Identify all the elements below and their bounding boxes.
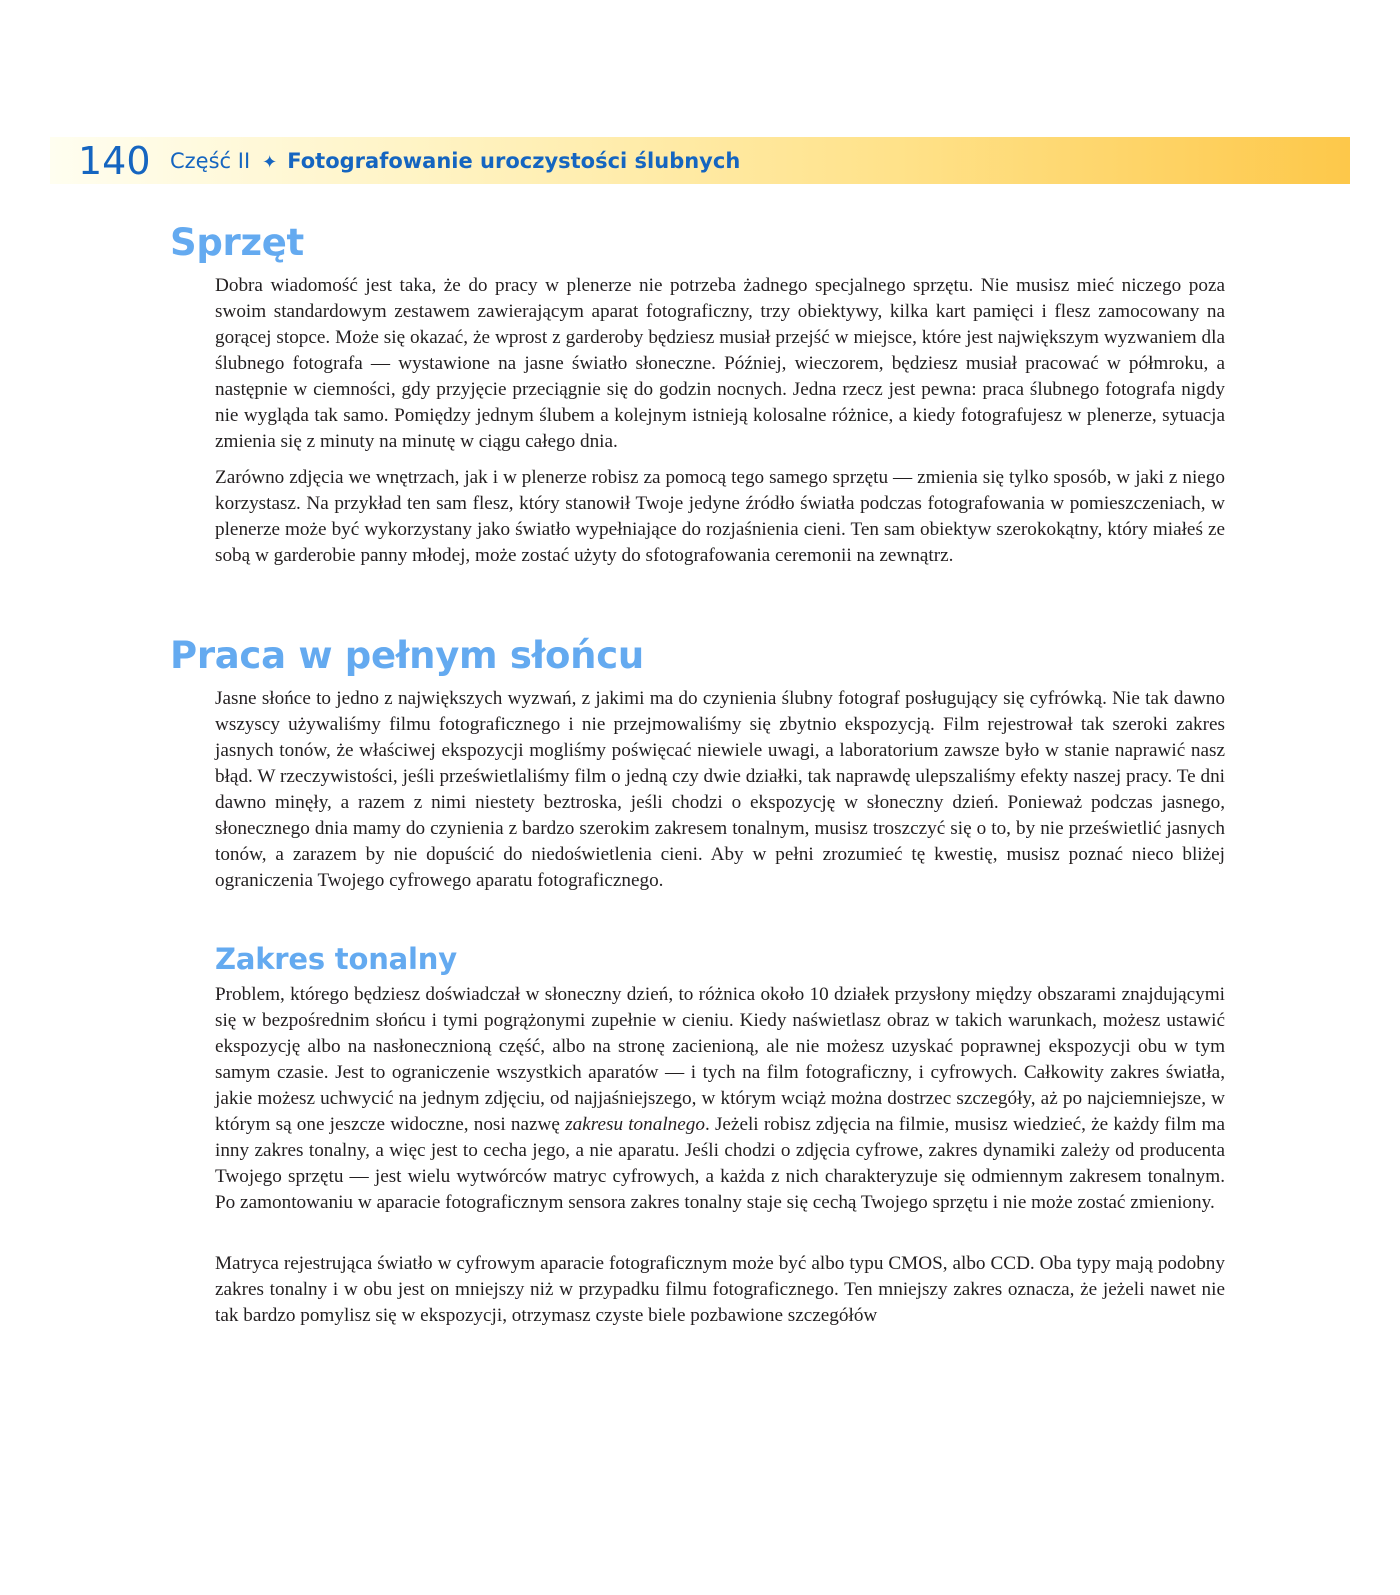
subsection-heading-zakres-tonalny: Zakres tonalny xyxy=(215,942,457,976)
paragraph: Jasne słońce to jedno z największych wyzwań, z jakimi ma do czynienia ślubny fotograf posługujący się cyfrówką. Nie tak dawno wszyscy używaliśmy filmu fotograficznego i nie przejmowaliśmy się zbytnio ekspozycją. Film rejestrował tak szeroki zakres jasnych tonów, że właściwej ekspozycji mogliśmy poświęcać niewiele uwagi, a laboratorium zawsze było w stanie naprawić nasz błąd. W rzeczywistości, jeśli prześwietlaliśmy film o jedną czy dwie działki, tak naprawdę ulepszaliśmy efekty naszej pracy. Te dni dawno minęły, a razem z nimi niestety beztroska, jeśli chodzi o ekspozycję w słoneczny dzień. Ponieważ podczas jasnego, słonecznego dnia mamy do czynienia z bardzo szerokim zakresem tonalnym, musisz troszczyć się o to, by nie prześwietlić jasnych tonów, a zarazem by nie dopuścić do niedoświetlenia cieni. Aby w pełni zrozumieć tę kwestię, musisz poznać nieco bliżej ograniczenia Twojego cyfrowego aparatu fotograficznego. xyxy=(215,688,1225,891)
paragraph: Dobra wiadomość jest taka, że do pracy w plenerze nie potrzeba żadnego specjalnego sprzętu. Nie musisz mieć niczego poza swoim standardowym zestawem zawierającym aparat fotograficzny, trzy obiektywy, kilka kart pamięci i flesz zamocowany na gorącej stopce. Może się okazać, że wprost z garderoby będziesz musiał przejść w miejsce, które jest największym wyzwaniem dla ślubnego fotografa — wystawione na jasne światło słoneczne. Później, wieczorem, będziesz musiał pracować w półmroku, a następnie w ciemności, gdy przyjęcie przeciągnie się do godzin nocnych. Jedna rzecz jest pewna: praca ślubnego fotografa nigdy nie wygląda tak samo. Pomiędzy jednym ślubem a kolejnym istnieją kolosalne różnice, a kiedy fotografujesz w plenerze, sytuacja zmienia się z minuty na minutę w ciągu całego dnia. xyxy=(215,275,1225,452)
paragraph-text: . Jeżeli robisz zdjęcia na filmie, musisz wiedzieć, że każdy film ma inny zakres tonalny, a więc jest to cecha jego, a nie aparatu. Jeśli chodzi o zdjęcia cyfrowe, zakres dynamiki zależy od producenta Twojego sprzętu — jest wielu wytwórców matryc cyfrowych, a każda z nich charakteryzuje się odmiennym zakresem tonalnym. Po zamontowaniu w aparacie fotograficznym sensora zakres tonalny staje się cechą Twojego sprzętu i nie może zostać zmieniony. xyxy=(215,1114,1225,1213)
chapter-title: Fotografowanie uroczystości ślubnych xyxy=(287,149,741,173)
paragraph xyxy=(215,982,1225,1216)
page-number: 140 xyxy=(78,139,151,183)
italic-term: zakresu tonalnego xyxy=(565,1114,705,1135)
paragraph: Zarówno zdjęcia we wnętrzach, jak i w plenerze robisz za pomocą tego samego sprzętu — zmienia się tylko sposób, w jaki z niego korzystasz. Na przykład ten sam flesz, który stanowił Twoje jedyne źródło światła podczas fotografowania w pomieszczeniach, w plenerze może być wykorzystany jako światło wypełniające do rozjaśnienia cieni. Ten sam obiektyw szerokokątny, który miałeś ze sobą w garderobie panny młodej, może zostać użyty do sfotografowania ceremonii na zewnątrz. xyxy=(215,467,1225,566)
paragraph-text: Problem, którego będziesz doświadczał w słoneczny dzień, to różnica około 10 działek przysłony między obszarami znajdującymi się w bezpośrednim słońcu i tymi pogrążonymi zupełnie w cieniu. Kiedy naświetlasz obraz w takich warunkach, możesz ustawić ekspozycję albo na nasłonecznioną część, albo na stronę zacienioną, ale nie możesz uzyskać poprawnej ekspozycji obu w tym samym czasie. Jest to ograniczenie wszystkich aparatów — i tych na film fotograficzny, i cyfrowych. Całkowity zakres światła, jakie możesz uchwycić na jednym zdjęciu, od najjaśniejszego, w którym wciąż można dostrzec szczegóły, aż po najciemniejsze, w którym są one jeszcze widoczne, nosi nazwę xyxy=(215,984,1225,1135)
section-heading-sprzet: Sprzęt xyxy=(170,221,304,264)
part-label: Część II xyxy=(170,149,251,173)
section-heading-praca-w-pelnym-sloncu: Praca w pełnym słońcu xyxy=(170,634,644,677)
running-head xyxy=(170,147,740,177)
diamond-separator-icon: ✦ xyxy=(262,152,278,173)
paragraph: Matryca rejestrująca światło w cyfrowym aparacie fotograficznym może być albo typu CMOS, albo CCD. Oba typy mają podobny zakres tonalny i w obu jest on mniejszy niż w przypadku filmu fotograficznego. Ten mniejszy zakres oznacza, że jeżeli nawet nie tak bardzo pomylisz się w ekspozycji, otrzymasz czyste biele pozbawione szczegółów xyxy=(215,1253,1225,1326)
